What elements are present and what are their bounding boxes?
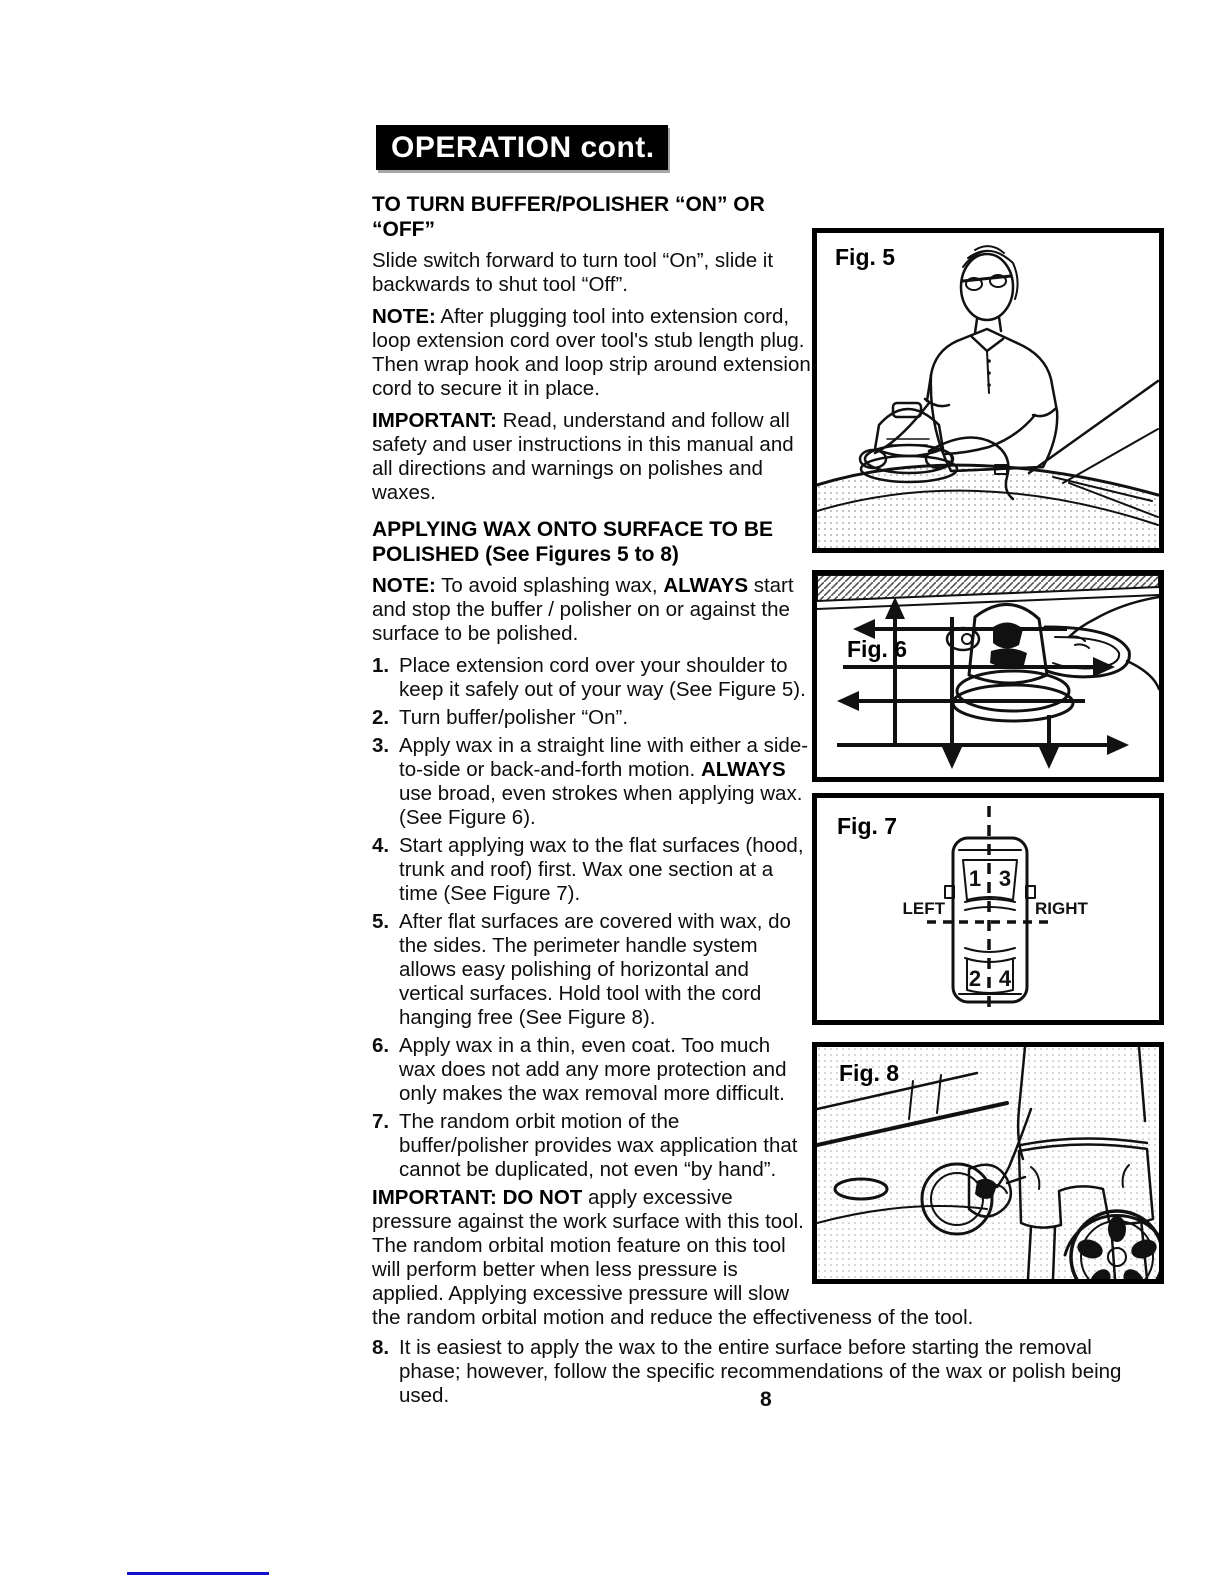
section-title-on-off: TO TURN BUFFER/POLISHER “ON” OR “OFF” bbox=[372, 193, 765, 241]
list-item-4 bbox=[372, 834, 1164, 906]
figure-7-quadrant-4: 4 bbox=[998, 966, 1012, 991]
list-item-5-number: 5. bbox=[372, 910, 390, 933]
list-item-3 bbox=[372, 734, 1164, 830]
list-item-8 bbox=[372, 1336, 1164, 1408]
paragraph-slide-switch: Slide switch forward to turn tool “On”, slide it backwards to shut tool “Off”. bbox=[372, 249, 774, 296]
list-item-3-number: 3. bbox=[372, 734, 390, 757]
figure-6-label: Fig. 6 bbox=[847, 636, 908, 662]
paragraph-important-do-not: IMPORTANT: DO NOT apply excessive pressure against the work surface with this tool. The random orbital motion feature on this tool will perform better when less pressure is applied. Applying excessive pressure will slow the random orbital motion and reduce the effectiveness of the tool. bbox=[372, 1186, 974, 1329]
list-item-2-text: Turn buffer/polisher “On”. bbox=[399, 706, 629, 729]
list-item-5 bbox=[372, 910, 1164, 1030]
list-item-6-number: 6. bbox=[372, 1034, 390, 1057]
list-item-8-number: 8. bbox=[372, 1336, 390, 1359]
list-item-6-text: Apply wax in a thin, even coat. Too much wax does not add any more protection and only makes the wax removal more difficult. bbox=[399, 1034, 787, 1105]
list-item-4-text: Start applying wax to the flat surfaces (hood, trunk and roof) first. Wax one section at a time (See Figure 7). bbox=[399, 834, 804, 905]
list-item-6 bbox=[372, 1034, 1164, 1106]
list-item-1 bbox=[372, 654, 1164, 702]
list-item-1-text: Place extension cord over your shoulder to keep it safely out of your way (See Figure 5). bbox=[399, 654, 806, 701]
page-content bbox=[372, 192, 1164, 1412]
list-item-3-text: Apply wax in a straight line with either a side-to-side or back-and-forth motion. ALWAYS use broad, even strokes when applying wax. (See Figure 6). bbox=[399, 734, 809, 829]
figure-5-label: Fig. 5 bbox=[835, 244, 896, 270]
figure-7-left-label: LEFT bbox=[902, 899, 945, 918]
list-item-2 bbox=[372, 706, 1164, 730]
list-item-7-number: 7. bbox=[372, 1110, 390, 1133]
section-title-applying-wax: APPLYING WAX ONTO SURFACE TO BE POLISHED (See Figures 5 to 8) bbox=[372, 518, 774, 566]
figure-7-quadrant-2: 2 bbox=[968, 966, 982, 991]
list-item-7 bbox=[372, 1110, 1164, 1182]
list-item-2-number: 2. bbox=[372, 706, 390, 729]
list-item-8-text: It is easiest to apply the wax to the entire surface before starting the removal phase; however, follow the specific recommendations of the wax or polish being used. bbox=[399, 1336, 1122, 1407]
figure-7-label: Fig. 7 bbox=[837, 813, 898, 839]
paragraph-note-splashing: NOTE: To avoid splashing wax, ALWAYS start and stop the buffer / polisher on or against the surface to be polished. bbox=[372, 574, 794, 645]
figure-5-illustration bbox=[817, 233, 1159, 548]
figure-7-quadrant-3: 3 bbox=[998, 866, 1012, 891]
figure-8-label: Fig. 8 bbox=[839, 1060, 900, 1086]
page-number: 8 bbox=[760, 1388, 772, 1411]
paragraph-note-extension-cord: NOTE: After plugging tool into extension cord, loop extension cord over tool's stub length plug. Then wrap hook and loop strip around extension cord to secure it in place. bbox=[372, 305, 811, 400]
list-item-1-number: 1. bbox=[372, 654, 390, 677]
list-item-4-number: 4. bbox=[372, 834, 390, 857]
footer-blue-line bbox=[127, 1572, 269, 1575]
list-item-5-text: After flat surfaces are covered with wax, do the sides. The perimeter handle system allows easy polishing of horizontal and vertical surfaces. Hold tool with the cord hanging free (See Figure 8). bbox=[399, 910, 791, 1029]
paragraph-important-read: IMPORTANT: Read, understand and follow all safety and user instructions in this manual and all directions and warnings on polishes and waxes. bbox=[372, 409, 794, 504]
figure-5-box bbox=[812, 228, 1164, 553]
figure-7-right-label: RIGHT bbox=[1035, 899, 1088, 918]
instruction-list bbox=[372, 654, 1164, 1182]
figure-7-quadrant-1: 1 bbox=[968, 866, 982, 891]
operation-header-bar: OPERATION cont. bbox=[376, 125, 668, 170]
list-item-7-text: The random orbit motion of the buffer/polisher provides wax application that cannot be duplicated, not even “by hand”. bbox=[399, 1110, 798, 1181]
